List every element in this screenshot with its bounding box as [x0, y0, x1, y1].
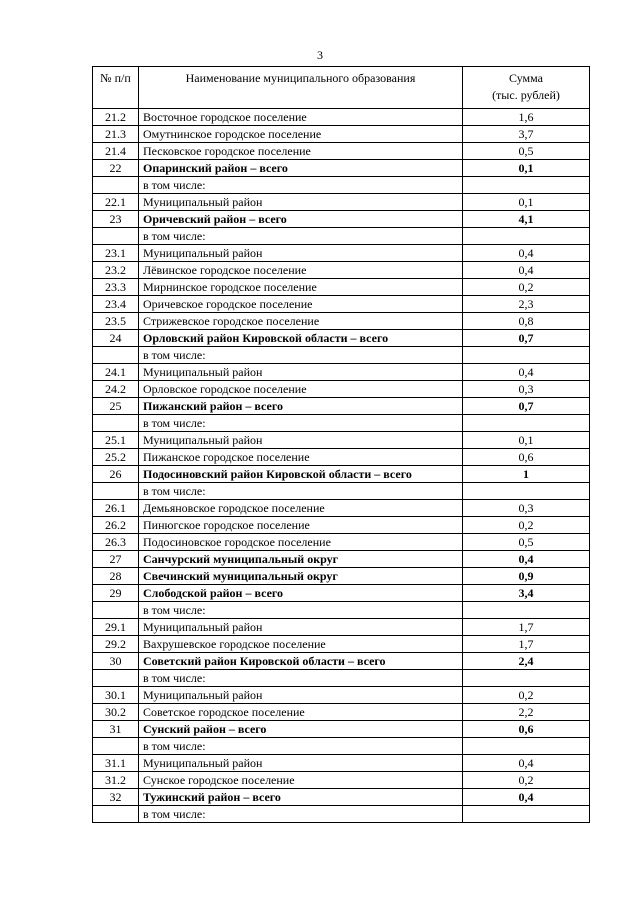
cell-sum [463, 415, 590, 432]
cell-number: 21.4 [93, 143, 139, 160]
table-row [93, 449, 590, 466]
cell-name: в том числе: [139, 177, 463, 194]
cell-sum: 0,1 [463, 160, 590, 177]
table-row [93, 211, 590, 228]
table-row [93, 228, 590, 245]
cell-name: Подосиновский район Кировской области – всего [139, 466, 463, 483]
cell-number [93, 415, 139, 432]
table-row [93, 347, 590, 364]
cell-sum: 0,4 [463, 789, 590, 806]
table-row [93, 772, 590, 789]
cell-sum: 0,9 [463, 568, 590, 585]
cell-name: Пинюгское городское поселение [139, 517, 463, 534]
cell-sum: 0,2 [463, 517, 590, 534]
cell-name: Орловское городское поселение [139, 381, 463, 398]
cell-name: в том числе: [139, 228, 463, 245]
table-row [93, 755, 590, 772]
table-row [93, 670, 590, 687]
cell-name: в том числе: [139, 415, 463, 432]
cell-number: 23.4 [93, 296, 139, 313]
cell-name: Слободской район – всего [139, 585, 463, 602]
cell-name: в том числе: [139, 806, 463, 823]
cell-sum: 0,7 [463, 330, 590, 347]
cell-number: 32 [93, 789, 139, 806]
cell-number: 31.1 [93, 755, 139, 772]
cell-number: 21.3 [93, 126, 139, 143]
table-row [93, 126, 590, 143]
cell-number: 26.3 [93, 534, 139, 551]
table-row [93, 398, 590, 415]
cell-sum [463, 483, 590, 500]
cell-sum: 0,1 [463, 432, 590, 449]
cell-number: 30 [93, 653, 139, 670]
cell-sum: 0,2 [463, 687, 590, 704]
table-row [93, 687, 590, 704]
cell-name: Демьяновское городское поселение [139, 500, 463, 517]
cell-name: Свечинский муниципальный округ [139, 568, 463, 585]
cell-number: 23.5 [93, 313, 139, 330]
table-row [93, 381, 590, 398]
cell-name: Мирнинское городское поселение [139, 279, 463, 296]
table-row [93, 806, 590, 823]
cell-number: 27 [93, 551, 139, 568]
cell-sum: 2,4 [463, 653, 590, 670]
cell-name: в том числе: [139, 738, 463, 755]
column-header-sum-unit: (тыс. рублей) [492, 88, 560, 102]
table-row [93, 636, 590, 653]
cell-number: 28 [93, 568, 139, 585]
cell-sum: 0,6 [463, 721, 590, 738]
table-row [93, 500, 590, 517]
cell-sum: 2,2 [463, 704, 590, 721]
cell-name: Омутнинское городское поселение [139, 126, 463, 143]
cell-name: в том числе: [139, 347, 463, 364]
table-row [93, 262, 590, 279]
table-row [93, 364, 590, 381]
cell-name: Пижанское городское поселение [139, 449, 463, 466]
cell-number: 25 [93, 398, 139, 415]
cell-name: в том числе: [139, 670, 463, 687]
budget-table [92, 66, 590, 823]
cell-number [93, 602, 139, 619]
table-row [93, 279, 590, 296]
cell-name: Муниципальный район [139, 194, 463, 211]
table-row [93, 177, 590, 194]
table-row [93, 415, 590, 432]
table-row [93, 517, 590, 534]
cell-name: Опаринский район – всего [139, 160, 463, 177]
page-number: 3 [317, 48, 323, 62]
cell-sum: 1,6 [463, 109, 590, 126]
table-row [93, 585, 590, 602]
table-row [93, 704, 590, 721]
cell-sum: 0,5 [463, 143, 590, 160]
cell-name: Советский район Кировской области – всего [139, 653, 463, 670]
cell-number: 24.2 [93, 381, 139, 398]
cell-sum: 1,7 [463, 619, 590, 636]
cell-sum: 0,4 [463, 551, 590, 568]
cell-number: 29.1 [93, 619, 139, 636]
table-row [93, 483, 590, 500]
cell-sum: 3,4 [463, 585, 590, 602]
table-row [93, 568, 590, 585]
table-row [93, 143, 590, 160]
cell-number: 29 [93, 585, 139, 602]
cell-number: 21.2 [93, 109, 139, 126]
cell-name: Подосиновское городское поселение [139, 534, 463, 551]
cell-number: 31.2 [93, 772, 139, 789]
cell-name: Вахрушевское городское поселение [139, 636, 463, 653]
cell-name: в том числе: [139, 602, 463, 619]
cell-sum: 0,6 [463, 449, 590, 466]
cell-number [93, 177, 139, 194]
cell-sum: 0,2 [463, 279, 590, 296]
cell-name: Советское городское поселение [139, 704, 463, 721]
table-row [93, 466, 590, 483]
table-row [93, 602, 590, 619]
table-row [93, 789, 590, 806]
cell-sum: 0,4 [463, 245, 590, 262]
cell-name: Восточное городское поселение [139, 109, 463, 126]
cell-sum: 4,1 [463, 211, 590, 228]
cell-name: Сунское городское поселение [139, 772, 463, 789]
cell-number: 23 [93, 211, 139, 228]
table-row [93, 160, 590, 177]
cell-sum [463, 228, 590, 245]
cell-name: Пижанский район – всего [139, 398, 463, 415]
cell-number: 26.2 [93, 517, 139, 534]
table-row [93, 432, 590, 449]
cell-sum [463, 670, 590, 687]
cell-name: Муниципальный район [139, 245, 463, 262]
cell-number: 23.1 [93, 245, 139, 262]
cell-sum: 0,7 [463, 398, 590, 415]
cell-number: 30.1 [93, 687, 139, 704]
cell-sum [463, 806, 590, 823]
cell-number: 22.1 [93, 194, 139, 211]
table-row [93, 534, 590, 551]
column-header-sum-title: Сумма [509, 71, 543, 85]
cell-number: 25.2 [93, 449, 139, 466]
cell-number: 26.1 [93, 500, 139, 517]
column-header-number: № п/п [93, 67, 139, 109]
cell-sum: 0,2 [463, 772, 590, 789]
cell-sum: 0,8 [463, 313, 590, 330]
table-row [93, 721, 590, 738]
cell-number: 24 [93, 330, 139, 347]
cell-name: Оричевское городское поселение [139, 296, 463, 313]
column-header-sum [463, 67, 590, 109]
cell-name: Орловский район Кировской области – всего [139, 330, 463, 347]
cell-number: 24.1 [93, 364, 139, 381]
cell-name: Оричевский район – всего [139, 211, 463, 228]
column-header-name: Наименование муниципального образования [139, 67, 463, 109]
cell-sum: 2,3 [463, 296, 590, 313]
cell-number: 26 [93, 466, 139, 483]
cell-sum [463, 347, 590, 364]
cell-number [93, 347, 139, 364]
cell-name: Муниципальный район [139, 619, 463, 636]
cell-sum: 0,3 [463, 381, 590, 398]
cell-name: Санчурский муниципальный округ [139, 551, 463, 568]
cell-number: 29.2 [93, 636, 139, 653]
cell-name: Сунский район – всего [139, 721, 463, 738]
cell-number [93, 806, 139, 823]
cell-sum [463, 602, 590, 619]
table-row [93, 194, 590, 211]
cell-sum [463, 177, 590, 194]
table-row [93, 738, 590, 755]
cell-number [93, 228, 139, 245]
cell-number [93, 738, 139, 755]
cell-name: Лёвинское городское поселение [139, 262, 463, 279]
table-row [93, 245, 590, 262]
cell-sum [463, 738, 590, 755]
cell-sum: 0,4 [463, 364, 590, 381]
cell-number [93, 670, 139, 687]
cell-name: Муниципальный район [139, 755, 463, 772]
table-row [93, 619, 590, 636]
cell-number: 25.1 [93, 432, 139, 449]
cell-number: 30.2 [93, 704, 139, 721]
cell-sum: 0,4 [463, 262, 590, 279]
table-row [93, 653, 590, 670]
table-row [93, 313, 590, 330]
table-header-row [93, 67, 590, 109]
cell-number: 23.3 [93, 279, 139, 296]
table-row [93, 330, 590, 347]
cell-sum: 0,1 [463, 194, 590, 211]
table-row [93, 109, 590, 126]
table-row [93, 296, 590, 313]
cell-name: Муниципальный район [139, 432, 463, 449]
cell-number: 22 [93, 160, 139, 177]
cell-number: 23.2 [93, 262, 139, 279]
table-body [93, 109, 590, 823]
cell-name: Тужинский район – всего [139, 789, 463, 806]
cell-name: Песковское городское поселение [139, 143, 463, 160]
cell-name: Муниципальный район [139, 364, 463, 381]
cell-sum: 3,7 [463, 126, 590, 143]
cell-sum: 1,7 [463, 636, 590, 653]
cell-number: 31 [93, 721, 139, 738]
cell-name: в том числе: [139, 483, 463, 500]
cell-sum: 1 [463, 466, 590, 483]
cell-number [93, 483, 139, 500]
cell-sum: 0,4 [463, 755, 590, 772]
table-row [93, 551, 590, 568]
cell-sum: 0,5 [463, 534, 590, 551]
cell-name: Стрижевское городское поселение [139, 313, 463, 330]
cell-sum: 0,3 [463, 500, 590, 517]
cell-name: Муниципальный район [139, 687, 463, 704]
